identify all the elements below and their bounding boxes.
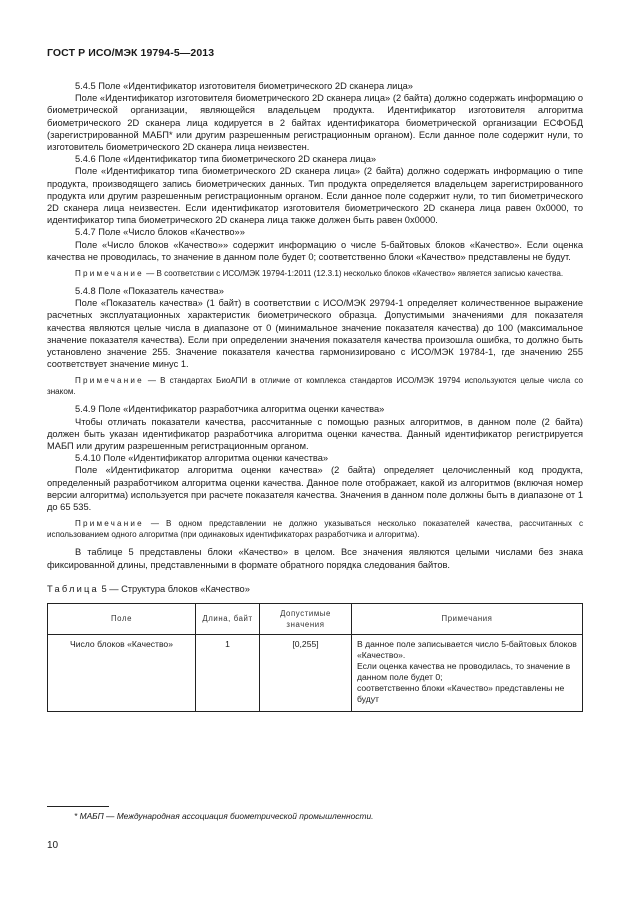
quality-blocks-table — [47, 603, 583, 712]
caption-label: Таблица — [47, 583, 99, 594]
section-heading: 5.4.10 Поле «Идентификатор алгоритма оценки качества» — [75, 453, 329, 464]
paragraph: Поле «Число блоков «Качество»» содержит информацию о числе 5-байтовых блоков «Качество». Если оценка качества не проводилась, то значение в данном поле будет 0; соответственно блоки «Качество» представлены не будут. — [47, 239, 583, 262]
section-heading: 5.4.9 Поле «Идентификатор разработчика алгоритма оценки качества» — [75, 404, 385, 415]
table-caption — [47, 583, 583, 595]
cell-values: [0,255] — [260, 634, 352, 711]
table-header-row — [48, 603, 583, 634]
section-heading: 5.4.6 Поле «Идентификатор типа биометрического 2D сканера лица» — [75, 154, 377, 165]
note-text: — В соответствии с ИСО/МЭК 19794-1:2011 (12.3.1) несколько блоков «Качество» является записью качества. — [143, 269, 564, 279]
cell-notes — [352, 634, 583, 711]
notes-line: соответственно блоки «Качество» представлены не будут — [357, 682, 565, 704]
standard-header: ГОСТ Р ИСО/МЭК 19794-5—2013 — [47, 47, 215, 59]
note-label: Примечание — [75, 376, 144, 386]
page-number: 10 — [47, 840, 59, 851]
note — [47, 518, 583, 540]
note-text: — В одном представлении не должно указываться несколько показателей качества, рассчитанных с использованием одного алгоритма (при одинаковых идентификаторах разработчика и алгоритма). — [47, 519, 583, 540]
section-heading: 5.4.8 Поле «Показатель качества» — [75, 286, 224, 297]
notes-line: В данное поле записывается число 5-байтовых блоков «Качество». — [357, 638, 577, 660]
note-label: Примечание — [75, 269, 144, 279]
caption-text: 5 — Структура блоков «Качество» — [98, 583, 250, 594]
table-row — [48, 634, 583, 711]
cell-field: Число блоков «Качество» — [48, 634, 196, 711]
note-text: — В стандартах БиоАПИ в отличие от комплекса стандартов ИСО/МЭК 19794 используются целые числа со знаком. — [47, 376, 583, 397]
section-heading: 5.4.5 Поле «Идентификатор изготовителя биометрического 2D сканера лица» — [75, 81, 413, 91]
paragraph: Поле «Идентификатор алгоритма оценки качества» (2 байта) определяет целочисленный код продукта, определенный разработчиком алгоритма оценки качества. Данное поле отображает, какой из алгоритмов (включая номер версии алгоритма) используется при расчете показателя качества. Значения в данном поле должны быть в диапазоне от 1 до 65 535. — [47, 465, 583, 513]
paragraph: Чтобы отличать показатели качества, рассчитанные с помощью разных алгоритмов, в данном поле (2 байта) должен быть указан идентификатор разработчика алгоритма оценки качества. Данный идентификатор регистрируется МАБП или другим разрешенным регистрационным органом. — [47, 416, 583, 452]
paragraph: Поле «Идентификатор изготовителя биометрического 2D сканера лица» (2 байта) должно содержать информацию о биометрической организации, являющейся владельцем продукта. Идентификатор изготовителя алгоритма биометрического 2D сканера лица кодируется в 2 байтах идентификатора биометрической организации ЕСФОБД (зарегистрированной МАБП* или другим разрешенным регистрационным органом). Если данное поле содержит нули, то изготовитель биометрического 2D сканера лица неизвестен. — [47, 93, 583, 153]
paragraph: Поле «Показатель качества» (1 байт) в соответствии с ИСО/МЭК 29794-1 определяет количественное выражение расчетных эксплуатационных характеристик биометрического образца. Допустимыми значениями для показателя качества являются целые числа в диапазоне от 0 (минимальное значение показателя качества) до 100 (максимальное значение показателя качества). Если при определении значения показателя качества произошла ошибка, то должно быть установлено значение 255. Значение показателя качества гармонизировано с ИСО/МЭК 19784-1, где значению 255 соответствует значение минус 1. — [47, 298, 583, 370]
header-cell-notes: Примечания — [352, 603, 583, 634]
paragraph: Поле «Идентификатор типа биометрического 2D сканера лица» (2 байта) должно содержать информацию о типе продукта, производящего запись биометрических данных. Тип продукта определяется владельцем зарегистрированного продукта или другим разрешенным регистрационным органом. Если данное поле содержит нули, то тип биометрического 2D сканера лица неизвестен. Если идентификатор изготовителя биометрического 2D сканера лица равен 0x0000, то идентификатор типа биометрического 2D сканера лица также должен быть равен 0x0000. — [47, 166, 583, 226]
footnote-divider — [47, 806, 109, 807]
header-cell-field: Поле — [48, 603, 196, 634]
note-label: Примечание — [75, 519, 144, 529]
note — [47, 268, 583, 279]
document-body — [47, 80, 583, 712]
section-heading: 5.4.7 Поле «Число блоков «Качество»» — [75, 227, 245, 238]
footnote: * МАБП — Международная ассоциация биометрической промышленности. — [74, 811, 374, 821]
paragraph: В таблице 5 представлены блоки «Качество» в целом. Все значения являются целыми числами без знака фиксированной длины, представленными в формате обратного порядка следования байтов. — [47, 547, 583, 570]
note — [47, 375, 583, 397]
notes-line: Если оценка качества не проводилась, то значение в данном поле будет 0; — [357, 660, 571, 682]
header-cell-values: Допустимые значения — [260, 603, 352, 634]
header-cell-length: Длина, байт — [196, 603, 260, 634]
cell-length: 1 — [196, 634, 260, 711]
